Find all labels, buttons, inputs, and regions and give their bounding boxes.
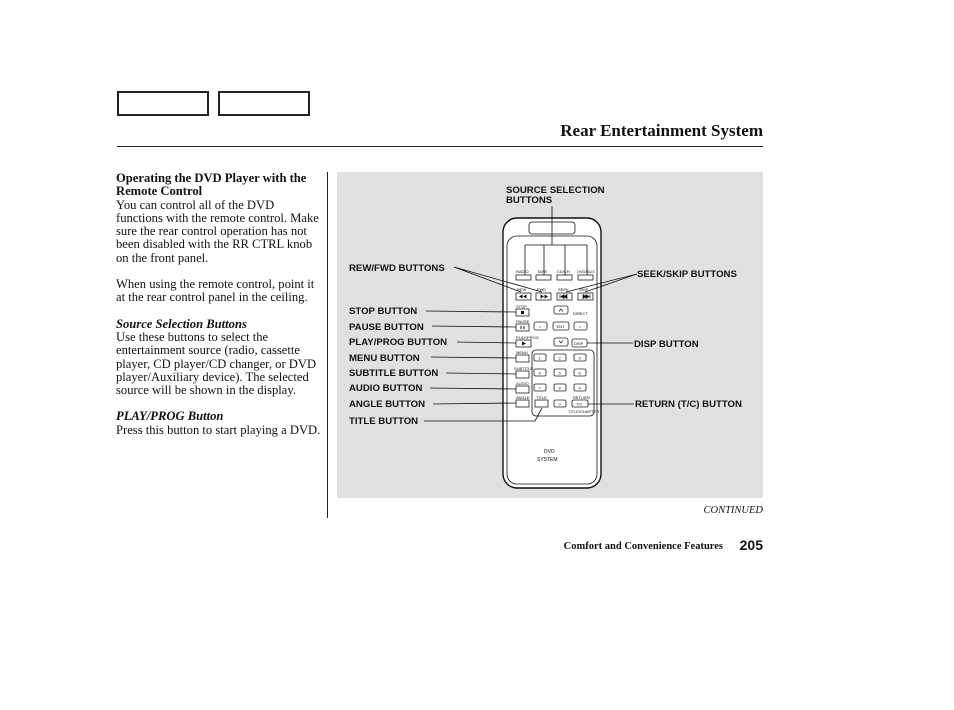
- radio-button: [516, 275, 531, 280]
- callout-source-line-1: SOURCE SELECTION: [506, 185, 605, 196]
- brand-line-2: SYSTEM: [537, 457, 558, 463]
- cd-ch-label: CD/CH: [557, 269, 570, 274]
- callout-stop: STOP BUTTON: [349, 306, 418, 317]
- dvd-aux-label: DVD/AUX: [577, 269, 595, 274]
- tape-label: TAPE: [537, 269, 548, 274]
- paragraph-intro: You can control all of the DVD functions with the remote control. Make sure the rear control operation has not been disabled with the RR CTRL knob on the front panel.: [116, 197, 319, 265]
- key-5-label: 5: [558, 370, 561, 376]
- subtitle-label: SUBTITLE: [514, 366, 534, 371]
- callout-audio: AUDIO BUTTON: [349, 383, 423, 394]
- left-arrow-icon: <: [539, 324, 542, 329]
- stop-icon: [521, 311, 524, 314]
- continued-note: CONTINUED: [703, 505, 763, 516]
- tc-label: T/C: [576, 401, 583, 407]
- angle-label: ANGLE: [516, 395, 530, 400]
- pause-button: [516, 324, 529, 331]
- paragraph-source-selection: Use these buttons to select the entertainment source (radio, cassette player, CD player/CD changer, or DVD player/Auxiliary device). The selected source will be shown in the display.: [116, 329, 317, 398]
- callout-subtitle: SUBTITLE BUTTON: [349, 368, 439, 379]
- title-chapter-label: TITLE/CHAPTER: [568, 409, 600, 414]
- key-9-label: 9: [578, 385, 581, 391]
- callout-return: RETURN (T/C) BUTTON: [635, 399, 742, 410]
- right-arrow-icon: >: [579, 324, 582, 329]
- radio-label: RADIO: [516, 269, 529, 274]
- key-8-label: 8: [558, 385, 561, 391]
- key-2-label: 2: [558, 355, 561, 361]
- nav-tab-box-2: [218, 91, 310, 116]
- key-1-label: 1: [538, 355, 541, 361]
- seek-label: SEEK: [558, 287, 569, 292]
- page-number: 205: [739, 537, 763, 553]
- enter-label: ENT: [556, 324, 565, 329]
- header-rule: [117, 146, 763, 147]
- key-3-label: 3: [578, 355, 581, 361]
- remote-control-diagram: [337, 172, 763, 498]
- key-4-label: 4: [538, 370, 541, 376]
- subheading-source-selection: Source Selection Buttons: [116, 316, 247, 331]
- paragraph-play-prog: Press this button to start playing a DVD.: [116, 422, 321, 437]
- section-heading: Operating the DVD Player with the Remote Control: [116, 171, 307, 199]
- fwd-label: FWD: [537, 287, 547, 292]
- subtitle-button: [516, 371, 529, 378]
- skip-label: SKIP: [579, 287, 589, 292]
- page-title: Rear Entertainment System: [560, 121, 763, 140]
- up-button: [554, 306, 568, 314]
- callout-disp: DISP BUTTON: [634, 339, 699, 350]
- title-key-label: TITLE: [536, 395, 547, 400]
- key-6-label: 6: [578, 370, 581, 376]
- key-7-label: 7: [538, 385, 541, 391]
- callout-angle: ANGLE BUTTON: [349, 399, 426, 410]
- callout-seek-skip: SEEK/SKIP BUTTONS: [637, 269, 737, 280]
- callout-source-line-2: BUTTONS: [506, 195, 553, 206]
- tape-button: [536, 275, 551, 280]
- nav-tab-box-1: [117, 91, 209, 116]
- key-0-label: 0: [558, 401, 561, 407]
- audio-label: AUDIO: [516, 381, 529, 386]
- return-key-label: RETURN: [573, 395, 590, 400]
- down-button: [554, 338, 568, 346]
- text-column: [116, 172, 322, 437]
- pause-label: PAUSE: [516, 319, 530, 324]
- column-divider: [327, 172, 328, 518]
- rew-label: REW: [517, 287, 527, 292]
- callout-rew-fwd: REW/FWD BUTTONS: [349, 263, 445, 274]
- callout-menu: MENU BUTTON: [349, 353, 420, 364]
- footer-section-name: Comfort and Convenience Features: [563, 541, 723, 552]
- title-button: [535, 400, 548, 407]
- menu-button: [516, 355, 529, 362]
- play-prog-label: PLAY/PROG: [516, 335, 539, 340]
- remote-control-figure: [337, 172, 763, 498]
- stop-label: STOP: [516, 304, 527, 309]
- direct-label: DIRECT: [573, 311, 588, 316]
- callout-title: TITLE BUTTON: [349, 416, 419, 427]
- audio-button: [516, 386, 529, 393]
- menu-label: MENU: [516, 350, 528, 355]
- paragraph-pointing: When using the remote control, point it at the rear control panel in the ceiling.: [116, 277, 315, 305]
- dvd-aux-button: [578, 275, 593, 280]
- callout-play-prog: PLAY/PROG BUTTON: [349, 337, 448, 348]
- disp-label: DISP: [574, 341, 584, 346]
- subheading-play-prog: PLAY/PROG Button: [116, 409, 224, 424]
- cd-ch-button: [557, 275, 572, 280]
- callout-pause: PAUSE BUTTON: [349, 322, 424, 333]
- brand-line-1: DVD: [544, 449, 555, 455]
- angle-button: [516, 400, 529, 407]
